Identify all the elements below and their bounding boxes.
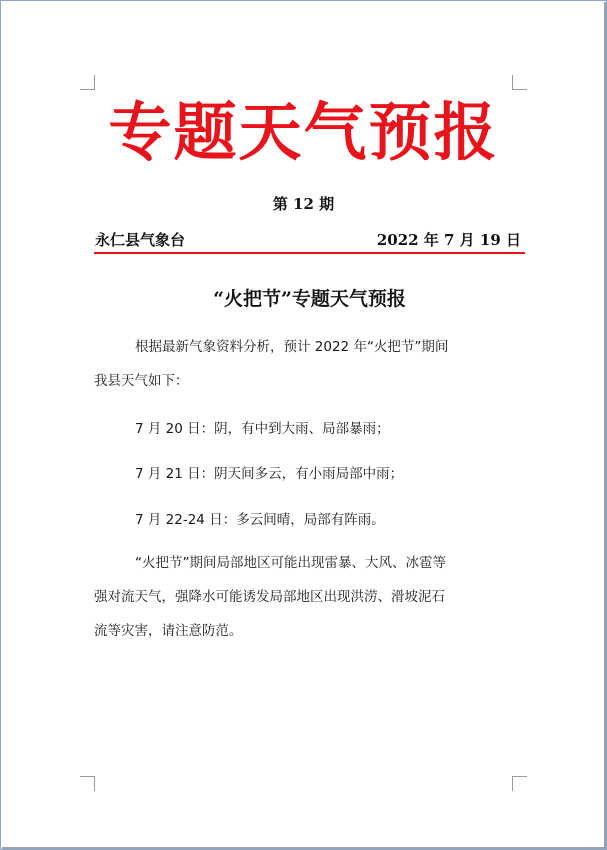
page-shadow-right	[604, 2, 606, 849]
paragraph-line: 强对流天气，强降水可能诱发局部地区出现洪涝、滑坡泥石	[94, 589, 445, 605]
paragraph-warning	[94, 546, 525, 648]
organization-name: 永仁县气象台	[95, 231, 186, 249]
margin-corner-bottom-left	[80, 776, 95, 791]
paragraph-line: 7 月 22-24 日：多云间晴，局部有阵雨。	[135, 512, 385, 528]
paragraph-line: 流等灾害，请注意防范。	[94, 623, 243, 639]
paragraph-line: “火把节”期间局部地区可能出现雷暴、大风、冰雹等	[135, 555, 446, 571]
margin-corner-top-right	[512, 75, 527, 90]
paragraph-line: 7 月 20 日：阴，有中到大雨、局部暴雨；	[135, 421, 390, 437]
paragraph-forecast-day2	[94, 457, 525, 491]
margin-corner-top-left	[80, 75, 95, 90]
paragraph-line: 根据最新气象资料分析，预计 2022 年“火把节”期间	[135, 339, 449, 355]
article-headline: “火把节”专题天气预报	[213, 288, 406, 310]
paragraph-forecast-day1	[94, 412, 525, 446]
margin-corner-bottom-right	[512, 776, 527, 791]
issue-date: 2022 年 7 月 19 日	[376, 231, 521, 249]
paragraph-forecast-day3	[94, 503, 525, 537]
issue-number: 第 12 期	[272, 195, 335, 213]
masthead-divider	[94, 252, 525, 254]
masthead-title: 专题天气预报	[108, 95, 499, 169]
paragraph-line: 7 月 21 日：阴天间多云，有小雨局部中雨；	[135, 466, 404, 482]
paragraph-intro	[94, 330, 525, 398]
paragraph-line: 我县天气如下：	[94, 373, 189, 389]
page-shadow-bottom	[2, 847, 606, 849]
